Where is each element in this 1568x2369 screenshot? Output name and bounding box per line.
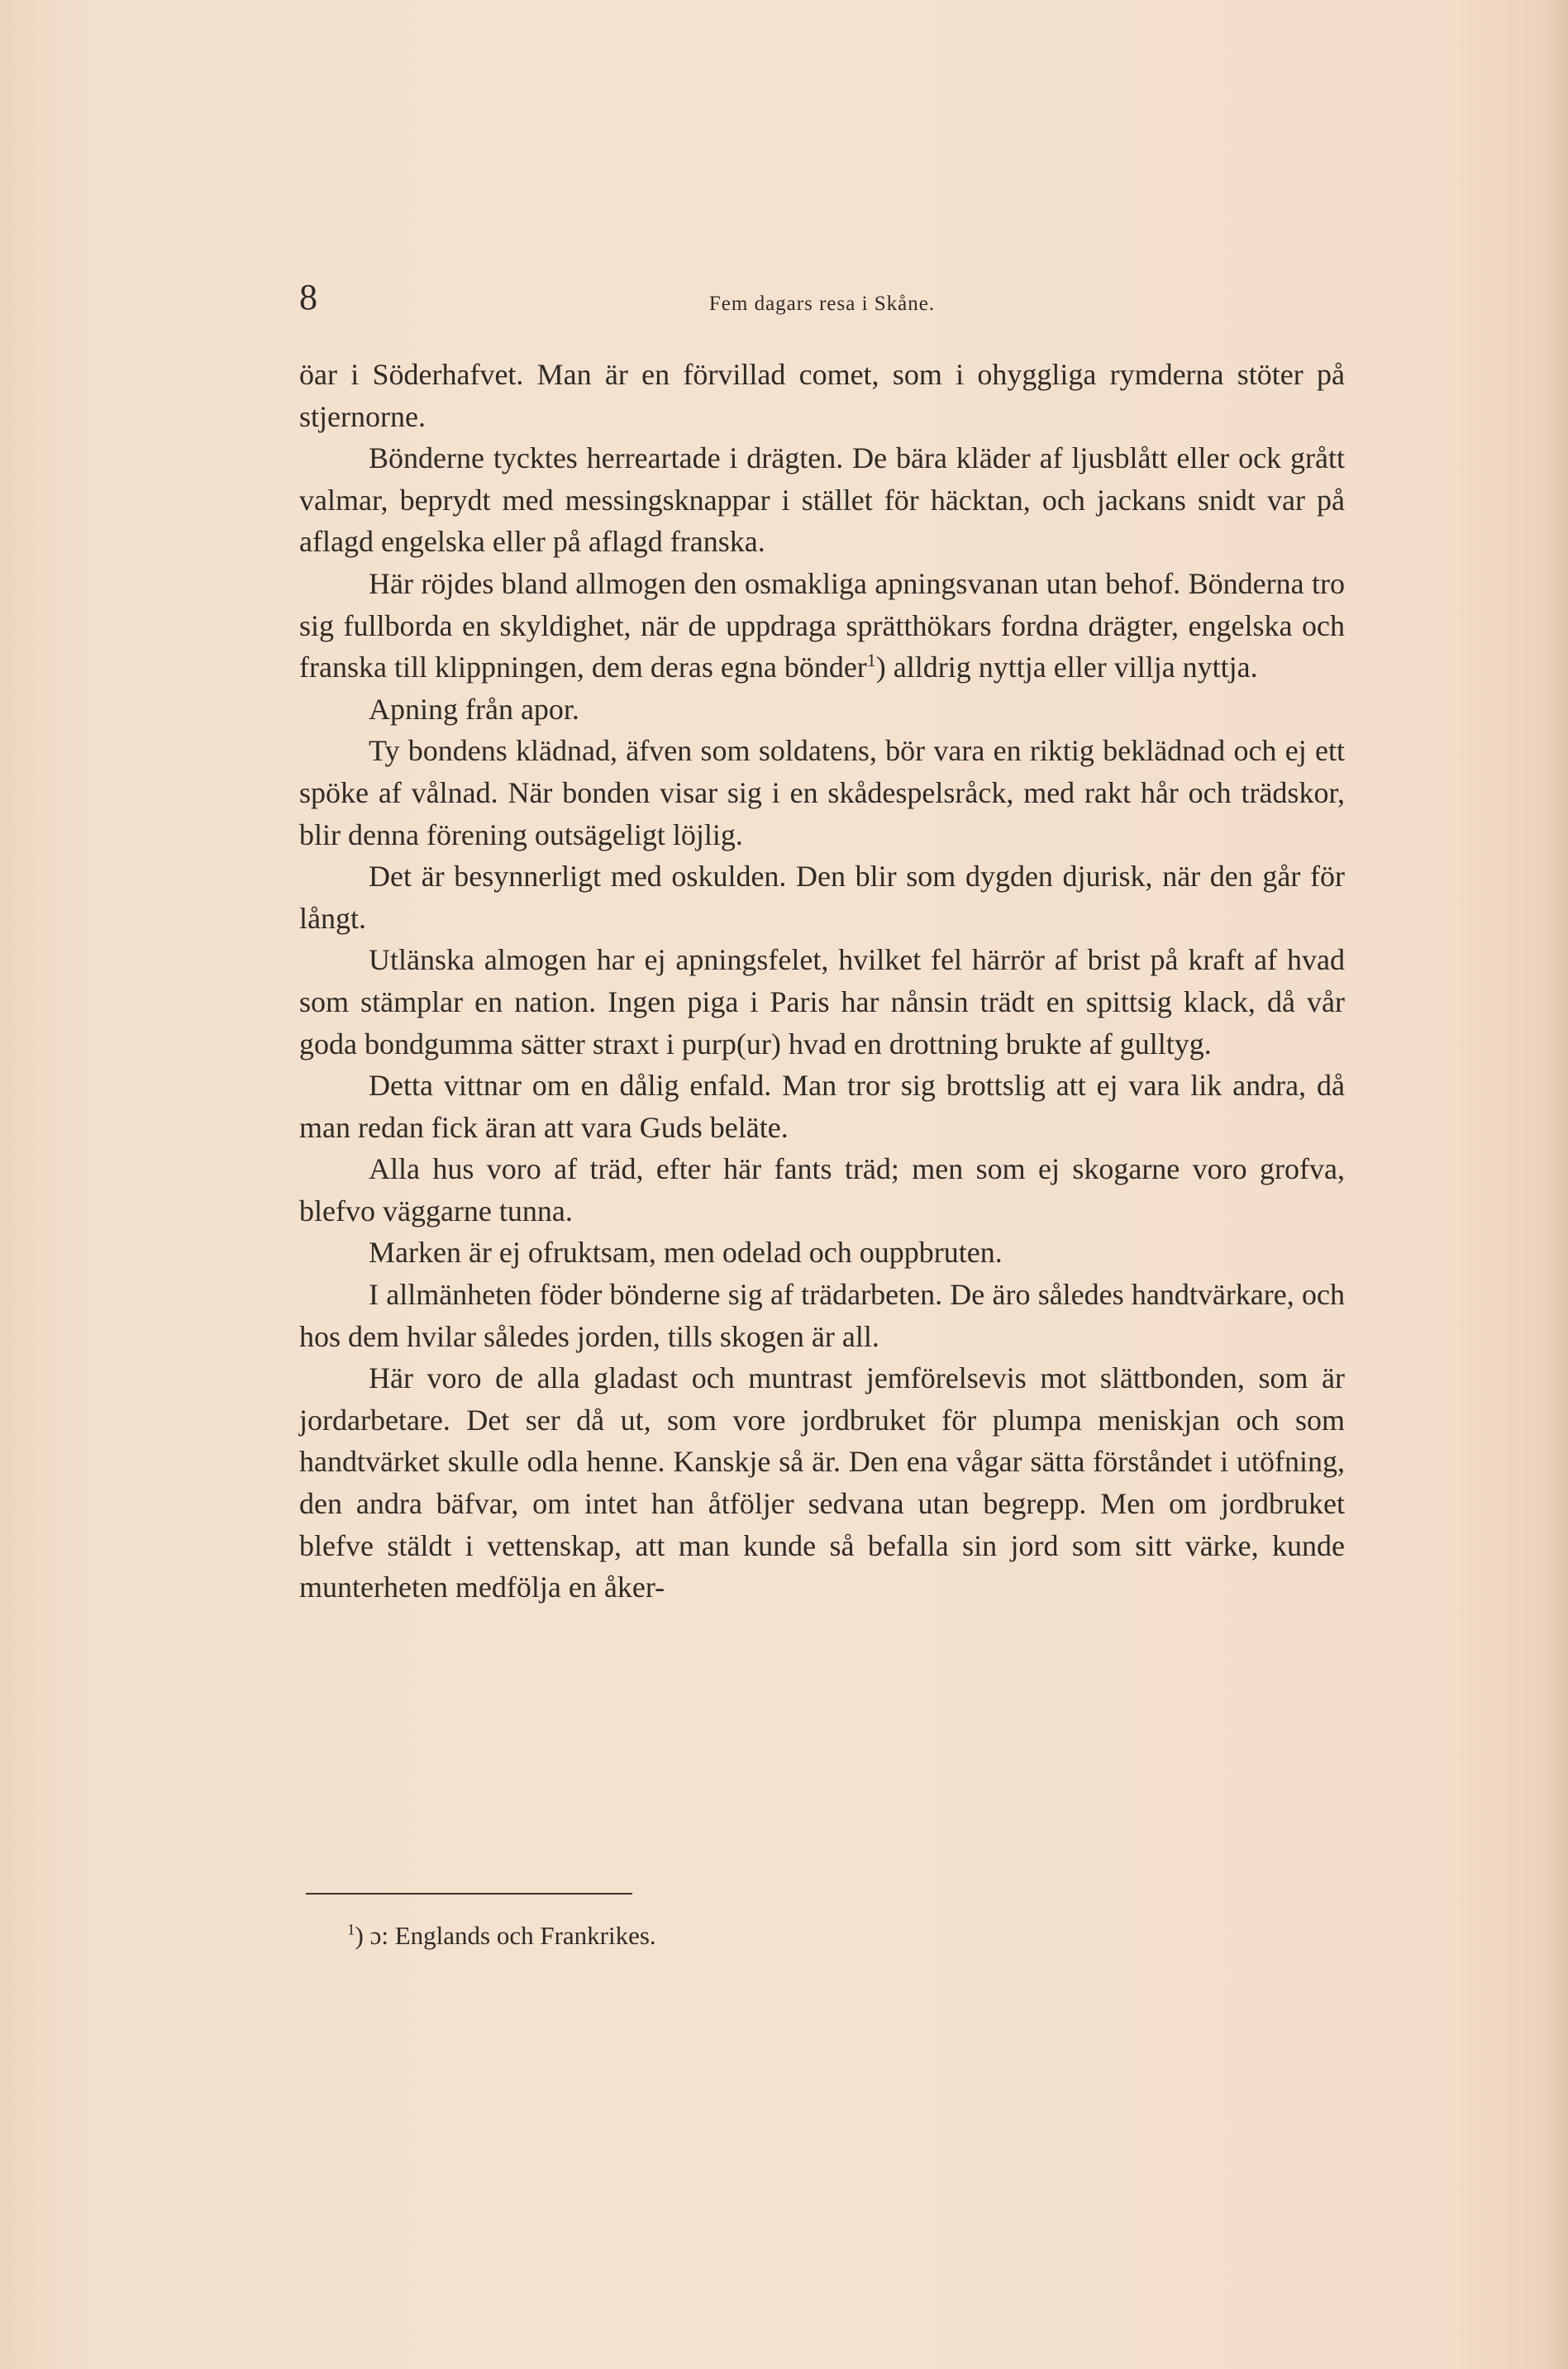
paragraph: Alla hus voro af träd, efter här fants träd; men som ej skogarne voro grofva, blefvo väggarne tunna. — [299, 1152, 1345, 1227]
paragraph-text: ) alldrig nyttja eller villja nyttja. — [875, 651, 1258, 684]
paragraph-text: Här röjdes bland allmogen den osmakliga apningsvanan utan behof. Bönderna tro sig fullborda en skyldighet, när de uppdraga sprätthökars fordna drägter, engelska och franska till klippningen, dem deras egna bönder — [299, 566, 1345, 684]
footnote — [347, 1919, 656, 1952]
paragraph: Marken är ej ofruktsam, men odelad och ouppbruten. — [369, 1236, 1003, 1270]
paragraph: Bönderne tycktes herreartade i drägten. De bära kläder af ljusblått eller ock grått valmar, beprydt med messingsknappar i stället för häcktan, och jackans snidt var på aflagd engelska eller på aflagd franska. — [299, 441, 1345, 559]
footnote-text: ) ɔ: Englands och Frankrikes. — [355, 1921, 656, 1950]
paragraph: öar i Söderhafvet. Man är en förvillad comet, som i ohyggliga rymderna stöter på stjernorne. — [299, 358, 1345, 433]
footnote-rule — [306, 1893, 632, 1895]
page-header — [299, 279, 1345, 329]
footnote-marker: 1 — [347, 1921, 355, 1939]
paragraph: Här voro de alla gladast och muntrast jemförelsevis mot slättbonden, som är jordarbetare. Det ser då ut, som vore jordbruket för plumpa meniskjan och som handtvärket skulle odla henne. Kanskje så är. Den ena vågar sätta förståndet i utöfning, den andra bäfvar, om intet han åtföljer sedvana utan begrepp. Men om jordbruket blefve stäldt i vettenskap, att man kunde så befalla sin jord som sitt värke, kunde munterheten medfölja en åker- — [299, 1361, 1345, 1604]
paragraph: Apning från apor. — [369, 692, 579, 726]
footnote-reference: 1 — [866, 650, 876, 671]
page-number: 8 — [299, 277, 317, 317]
page-edge-shadow — [1545, 0, 1568, 2369]
paragraph: Utlänska almogen har ej apningsfelet, hvilket fel härrör af brist på kraft af hvad som stämplar en nation. Ingen piga i Paris har nånsin trädt en spittsig klack, då vår goda bondgumma sätter straxt i purp(ur) hvad en drottning brukte af gulltyg. — [299, 943, 1345, 1061]
paragraph: Det är besynnerligt med oskulden. Den blir som dygden djurisk, när den går för långt. — [299, 860, 1345, 935]
paragraph: Ty bondens klädnad, äfven som soldatens, bör vara en riktig beklädnad och ej ett spöke af vålnad. När bonden visar sig i en skådespelsråck, med rakt hår och trädskor, blir denna förening outsägeligt löjlig. — [299, 734, 1345, 851]
running-head: Fem dagars resa i Skåne. — [708, 293, 936, 315]
body-text — [299, 354, 1345, 1609]
paragraph: Detta vittnar om en dålig enfald. Man tror sig brottslig att ej vara lik andra, då man redan fick äran att vara Guds beläte. — [299, 1069, 1345, 1144]
paragraph — [299, 563, 1345, 689]
paragraph: I allmänheten föder bönderne sig af trädarbeten. De äro således handtvärkare, och hos dem hvilar således jorden, tills skogen är all. — [299, 1278, 1345, 1353]
